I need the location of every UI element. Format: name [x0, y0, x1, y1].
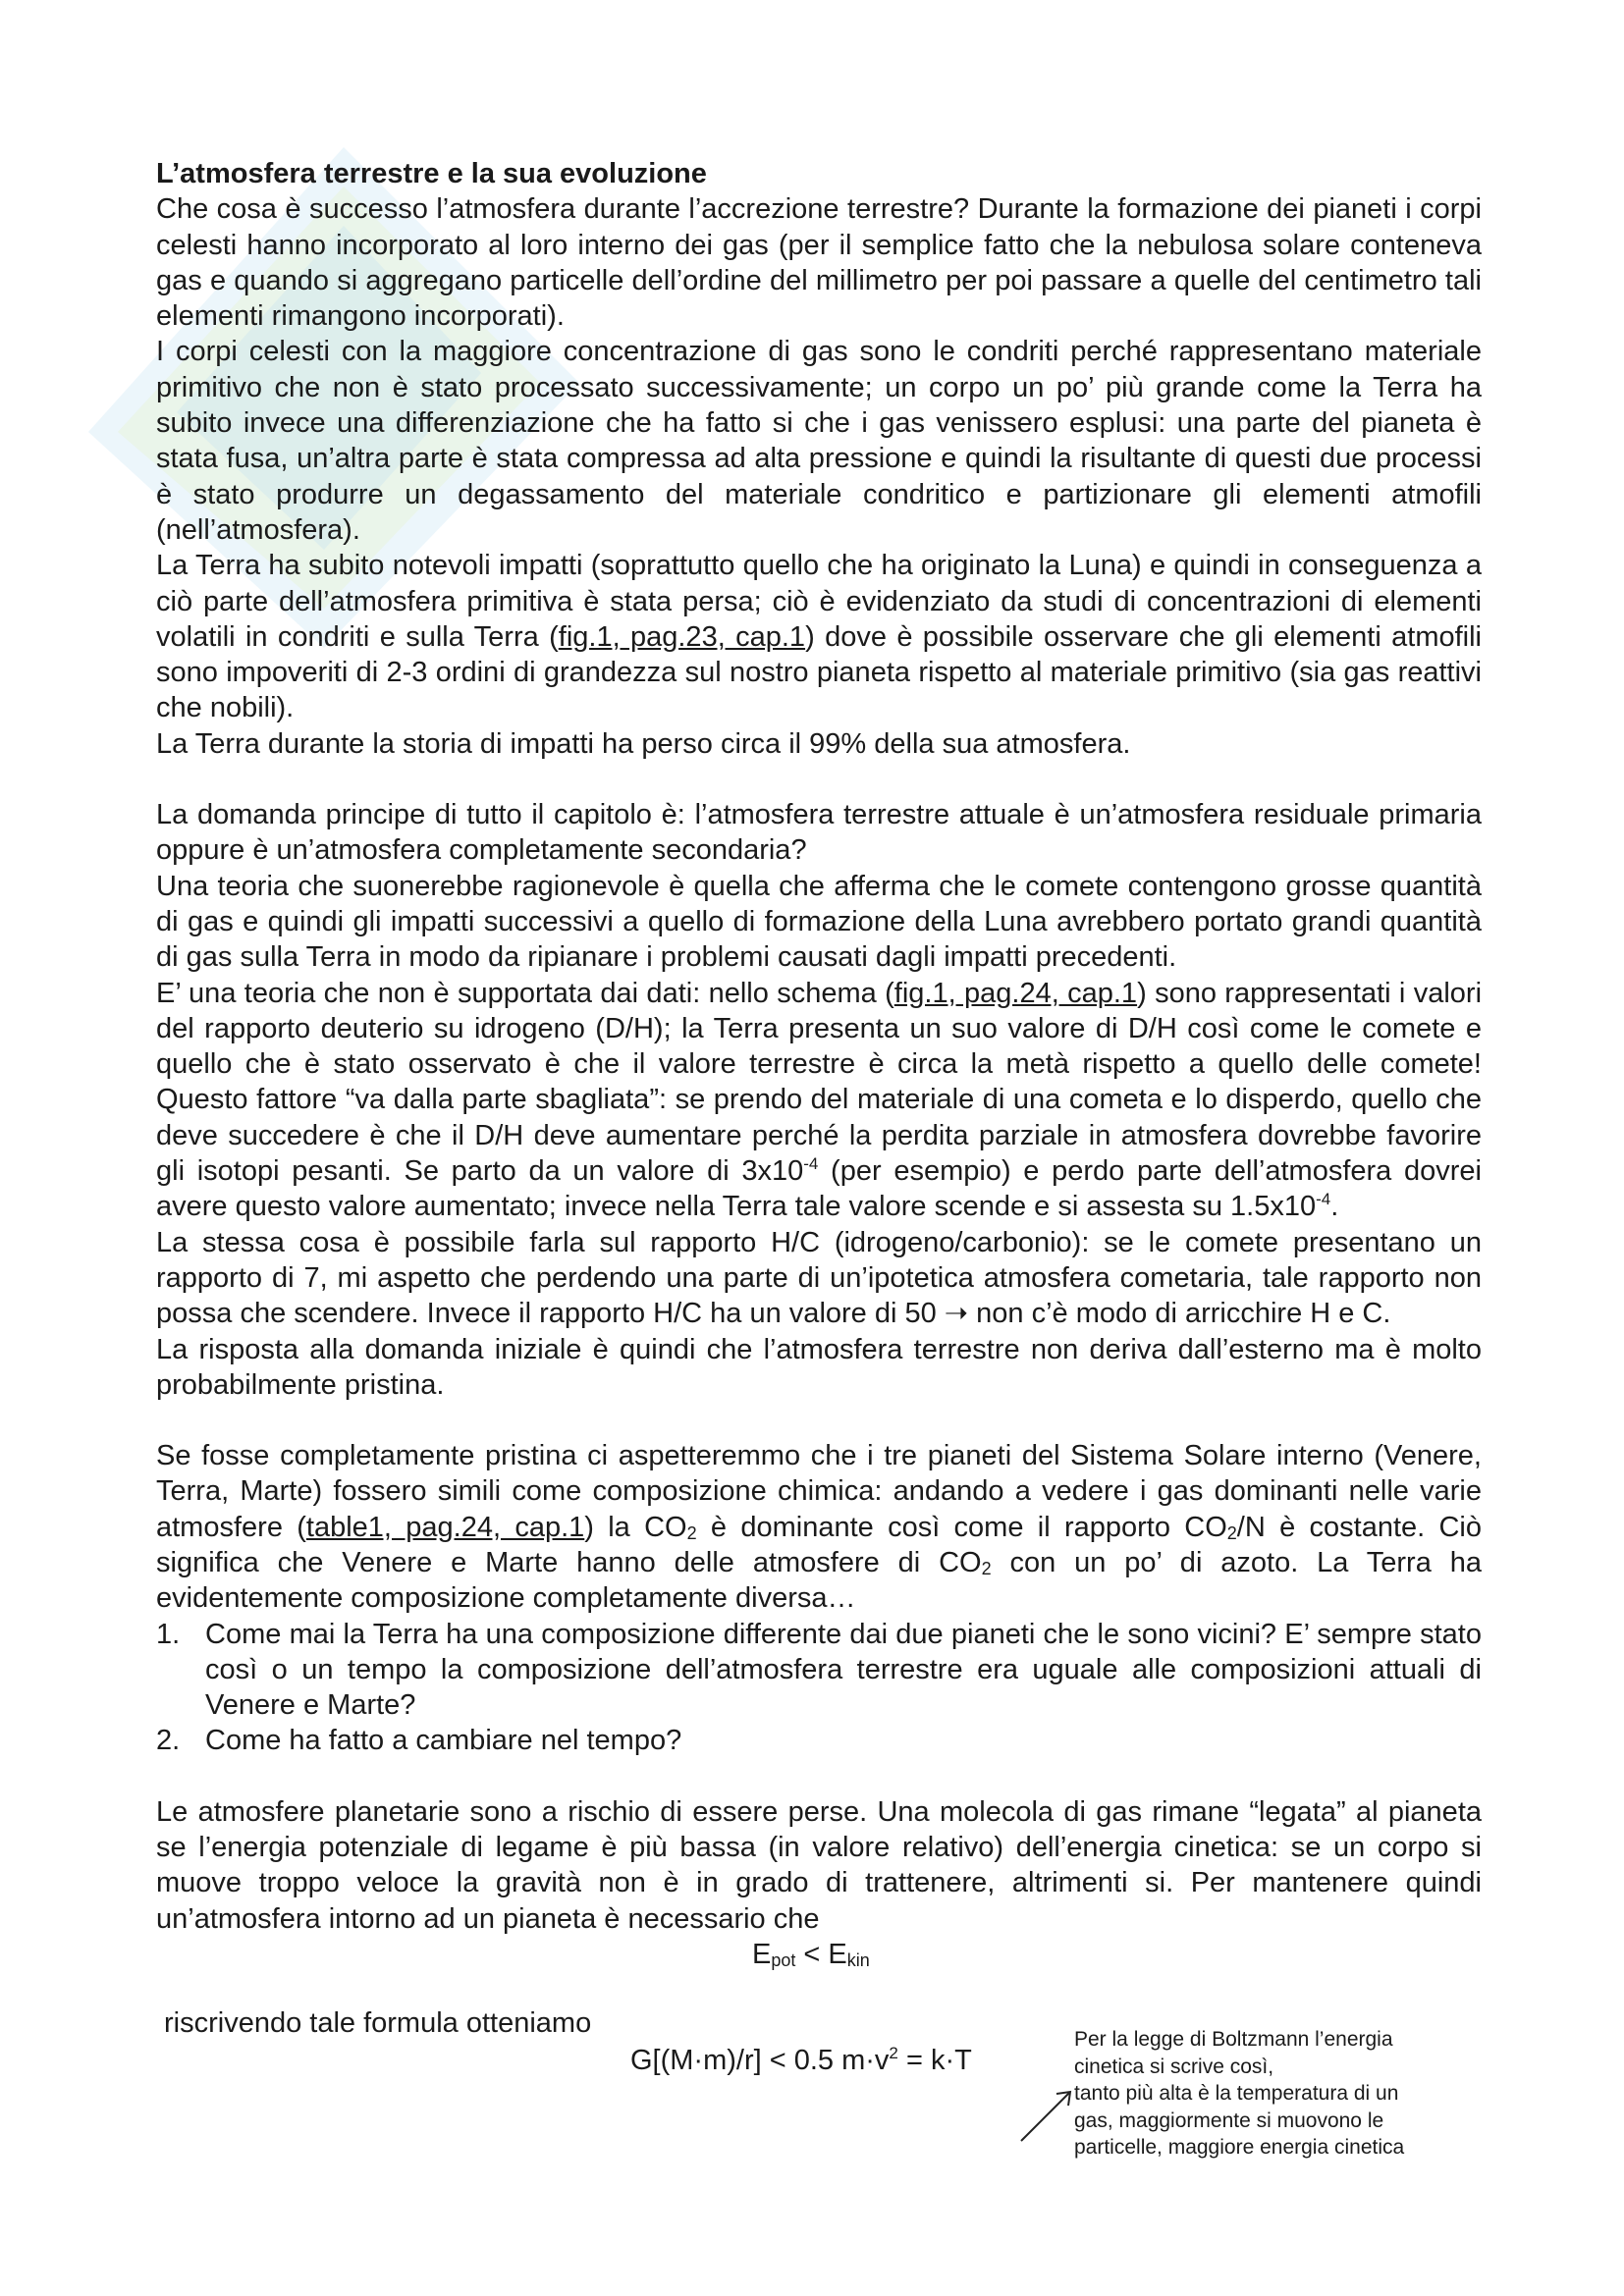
paragraph-dh-ratio: E’ una teoria che non è supportata dai dati: nello schema (fig.1, pag.24, cap.1) sono rappresentati i valori del rapporto deuterio su idrogeno (D/H); la Terra presenta un suo valore di D/H così come le comete e quello che è stato osservato è che il valore terrestre è circa la metà rispetto a quello delle comete! Questo fattore “va dalla parte sbagliata”: se prendo del materiale di una cometa e lo disperdo, quello che deve succedere è che il D/H deve aumentare perché la perdita parziale in atmosfera dovrebbe favorire gli isotopi pesanti. Se parto da un valore di $3x10^{-4}$ (per esempio) e perdo parte dell’atmosfera dovrei avere questo valore aumentato; invece nella Terra tale valore scende e si assesta su $1.5x10^{-4}$. — [156, 977, 1483, 1223]
formula-energy-inequality: $E_{pot} < E_{kin}$ — [752, 1938, 870, 1970]
paragraph-main-question: La domanda principe di tutto il capitolo è: l’atmosfera terrestre attuale è un’atmosfera residuale primaria oppure è un’atmosfera completamente secondaria? — [156, 799, 1482, 867]
formula-boltzmann: G[(M·m)/r] < 0.5 $m\cdot v^2 = k\cdot T$ — [630, 2043, 972, 2076]
paragraph-impacts: La Terra ha subito notevoli impatti (soprattutto quello che ha originato la Luna) e quindi in conseguenza a ciò parte dell’atmosfera primitiva è stata persa; ciò è evidenziato da studi di concentrazioni di elementi volatili in condriti e sulla Terra (fig.1, pag.23, cap.1) dove è possibile osservare che gli elementi atmofili sono impoveriti di 2-3 ordini di grandezza sul nostro pianeta rispetto al materiale primitivo (sia gas reattivi che nobili). — [156, 550, 1483, 724]
document-title: L’atmosfera terrestre e la sua evoluzione — [156, 158, 707, 189]
rewrite-text: riscrivendo tale formula otteniamo — [164, 2006, 592, 2039]
reference-link-fig1-pag24[interactable]: fig.1, pag.24, cap.1 — [893, 977, 1138, 1009]
list-item: 2. Come ha fatto a cambiare nel tempo? — [156, 1725, 682, 1757]
side-note: Per la legge di Boltzmann l’energia cinetica si scrive così, tanto più alta è la temperatura di un gas, maggiormente si muovono le particelle, maggiore energia cinetica — [1074, 2028, 1405, 2159]
reference-link-table1-pag24[interactable]: table1, pag.24, cap.1 — [305, 1511, 585, 1543]
paragraph-answer: La risposta alla domanda iniziale è quindi che l’atmosfera terrestre non deriva dall’esterno ma è molto probabilmente pristina. — [156, 1333, 1482, 1401]
arrow-icon — [1017, 2086, 1076, 2145]
paragraph-hc-ratio: La stessa cosa è possibile farla sul rapporto H/C (idrogeno/carbonio): se le comete presentano un rapporto di 7, mi aspetto che perdendo una parte di un’ipotetica atmosfera cometaria, tale rapporto non possa che scendere. Invece il rapporto H/C ha un valore di 50 ➝ non c’è modo di arricchire H e C. — [156, 1226, 1482, 1330]
paragraph-comet-theory: Una teoria che suonerebbe ragionevole è quella che afferma che le comete contengono grosse quantità di gas e quindi gli impatti successivi a quello di formazione della Luna avrebbero portato grandi quantità di gas sulla Terra in modo da ripianare i problemi causati dagli impatti precedenti. — [156, 870, 1482, 974]
question-list — [156, 1617, 1482, 1759]
document-page — [156, 156, 1482, 2104]
paragraph-chondrites: I corpi celesti con la maggiore concentrazione di gas sono le condriti perché rappresentano materiale primitivo che non è stato processato successivamente; un corpo un po’ più grande come la Terra ha subito invece una differenziazione che ha fatto si che i gas venissero esplusi: una parte del pianeta è stata fusa, un’altra parte è stata compressa ad alta pressione e quindi la risultante di questi due processi è stato produrre un degassamento del materiale condritico e partizionare gli elementi atmofili (nell’atmosfera). — [156, 336, 1482, 546]
paragraph-accretion: Che cosa è successo l’atmosfera durante l’accrezione terrestre? Durante la formazione dei pianeti i corpi celesti hanno incorporato al loro interno dei gas (per il semplice fatto che la nebulosa solare conteneva gas e quando si aggregano particelle dell’ordine del millimetro per poi passare a quelle del centimetro tali elementi rimangono incorporati). — [156, 193, 1482, 333]
paragraph-pristine: Se fosse completamente pristina ci aspetteremmo che i tre pianeti del Sistema Solare interno (Venere, Terra, Marte) fossero simili come composizione chimica: andando a vedere i gas dominanti nelle varie atmosfere (table1, pag.24, cap.1) la $CO_2$ è dominante così come il rapporto $CO_2/N$ è costante. Ciò significa che Venere e Marte hanno delle atmosfere di $CO_2$ con un po’ di azoto. La Terra ha evidentemente composizione completamente diversa… — [156, 1440, 1482, 1615]
paragraph-atmosphere-retention: Le atmosfere planetarie sono a rischio di essere perse. Una molecola di gas rimane “legata” al pianeta se l’energia potenziale di legame è più bassa (in valore relativo) dell’energia cinetica: se un corpo si muove troppo veloce la gravità non è in grado di trattenere, altrimenti si. Per mantenere quindi un’atmosfera intorno ad un pianeta è necessario che — [156, 1795, 1482, 1935]
paragraph-atmosphere-loss: La Terra durante la storia di impatti ha perso circa il 99% della sua atmosfera. — [156, 727, 1131, 760]
reference-link-fig1-pag23[interactable]: fig.1, pag.23, cap.1 — [558, 620, 806, 653]
list-item: 1. Come mai la Terra ha una composizione differente dai due pianeti che le sono vicini? E’ sempre stato così o un tempo la composizione dell’atmosfera terrestre era uguale alle composizioni attuali di Venere e Marte? — [156, 1618, 1482, 1722]
